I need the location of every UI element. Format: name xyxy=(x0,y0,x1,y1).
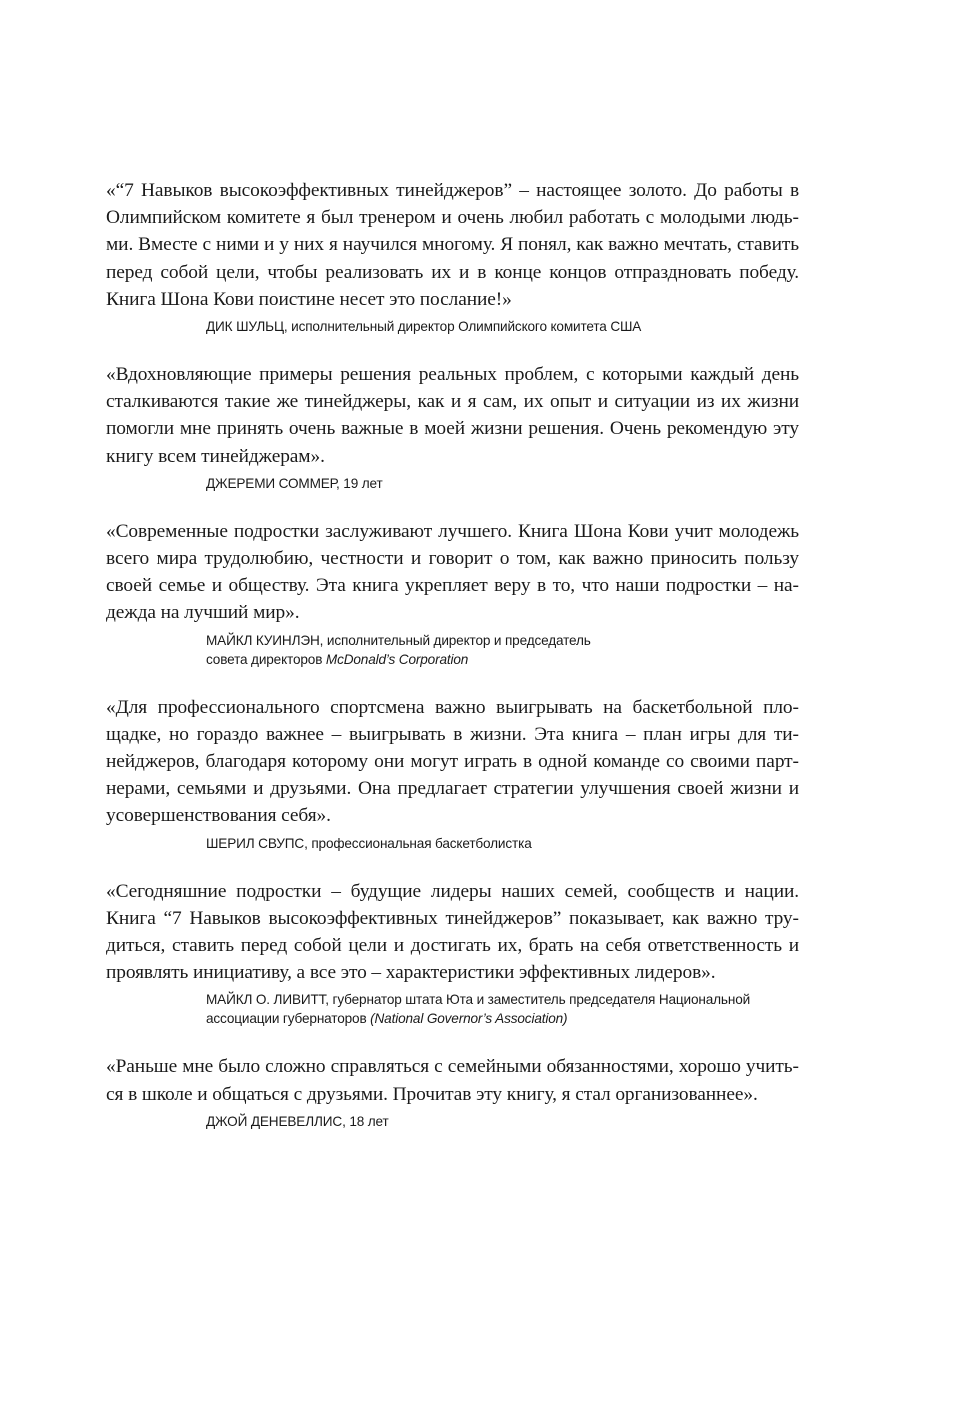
testimonial-3 xyxy=(106,518,799,669)
testimonial-attribution xyxy=(206,834,799,853)
author-organization: McDonald’s Corporation xyxy=(325,651,469,667)
testimonials-list xyxy=(106,177,799,1156)
testimonial-6 xyxy=(106,1053,799,1130)
testimonial-quote: «Сегодняшние подростки – будущие лидеры наших семей, сообществ и нации. Книга “7 Навыков высокоэффективных тинейджеров” показывает, как важно трудиться, ставить перед собой цели и достигать их, брать на себя ответственность и проявлять инициативу, а все это – характеристики эффективных лидеров». xyxy=(106,880,799,984)
testimonial-2 xyxy=(106,361,799,493)
author-role: , профессиональная баскетболистка xyxy=(304,835,532,851)
attribution-line-1 xyxy=(206,631,799,650)
author-role-continued: совета директоров xyxy=(206,651,326,667)
author-name: МАЙКЛ КУИНЛЭН xyxy=(206,632,320,648)
testimonial-quote: «“7 Навыков высокоэффективных тинейджеров” – настоящее золото. До работы в Олимпийском комитете я был тренером и очень любил работать с молодыми людьми. Вместе с ними и у них я научился многому. Я понял, как важно мечтать, ставить перед собой цели, чтобы реализовать их и в конце концов отпраздновать победу. Книга Шона Кови поистине несет это послание!» xyxy=(106,180,799,310)
testimonial-quote: «Современные подростки заслуживают лучшего. Книга Шона Кови учит молодежь всего мира трудолюбию, честности и говорит о том, как важно приносить пользу своей семье и обществу. Эта книга укрепляет веру в то, что наши подростки – надежда на лучший мир». xyxy=(106,520,799,624)
author-role: , исполнительный директор Олимпийского комитета США xyxy=(283,319,642,335)
author-organization: (National Governor’s Association) xyxy=(370,1011,568,1027)
testimonial-attribution xyxy=(206,990,799,1028)
testimonial-quote: «Раньше мне было сложно справляться с семейными обязанностями, хорошо учиться в школе и общаться с друзьями. Прочитав эту книгу, я стал организованнее». xyxy=(106,1056,799,1105)
testimonial-4 xyxy=(106,694,799,853)
author-role: , губернатор штата Юта и заместитель председателя Национальной xyxy=(325,992,751,1008)
testimonial-attribution xyxy=(206,474,799,493)
author-name: ШЕРИЛ СВУПС xyxy=(206,835,305,851)
testimonial-attribution xyxy=(206,317,799,336)
testimonial-5 xyxy=(106,878,799,1029)
author-name: ДИК ШУЛЬЦ xyxy=(206,319,284,335)
attribution-line-2 xyxy=(206,650,799,669)
author-role: , 18 лет xyxy=(342,1113,389,1129)
author-role: , исполнительный директор и председатель xyxy=(319,632,591,648)
author-name: МАЙКЛ О. ЛИВИТТ xyxy=(206,992,326,1008)
testimonial-1 xyxy=(106,177,799,336)
attribution-line-2 xyxy=(206,1009,799,1028)
testimonial-quote: «Для профессионального спортсмена важно выигрывать на баскетбольной площадке, но гораздо важнее – выигрывать в жизни. Эта книга – план игры для тинейджеров, благодаря которому они могут играть в одной команде со своими партнерами, семьями и друзьями. Она предлагает стратегии улучшения своей жизни и усовершенствования себя». xyxy=(106,696,799,827)
author-name: ДЖЕРЕМИ СОММЕР xyxy=(206,475,337,491)
author-role: , 19 лет xyxy=(336,475,383,491)
testimonial-attribution xyxy=(206,1112,799,1131)
author-role-continued: ассоциации губернаторов xyxy=(206,1011,371,1027)
testimonial-attribution xyxy=(206,631,799,669)
testimonial-quote: «Вдохновляющие примеры решения реальных проблем, с которыми каждый день сталкиваются такие же тинейджеры, как и я сам, их опыт и ситуации из их жизни помогли мне принять очень важные в моей жизни решения. Очень рекомендую эту книгу всем тинейджерам». xyxy=(106,364,799,467)
attribution-line-1 xyxy=(206,990,799,1009)
author-name: ДЖОЙ ДЕНЕВЕЛЛИС xyxy=(206,1113,343,1129)
